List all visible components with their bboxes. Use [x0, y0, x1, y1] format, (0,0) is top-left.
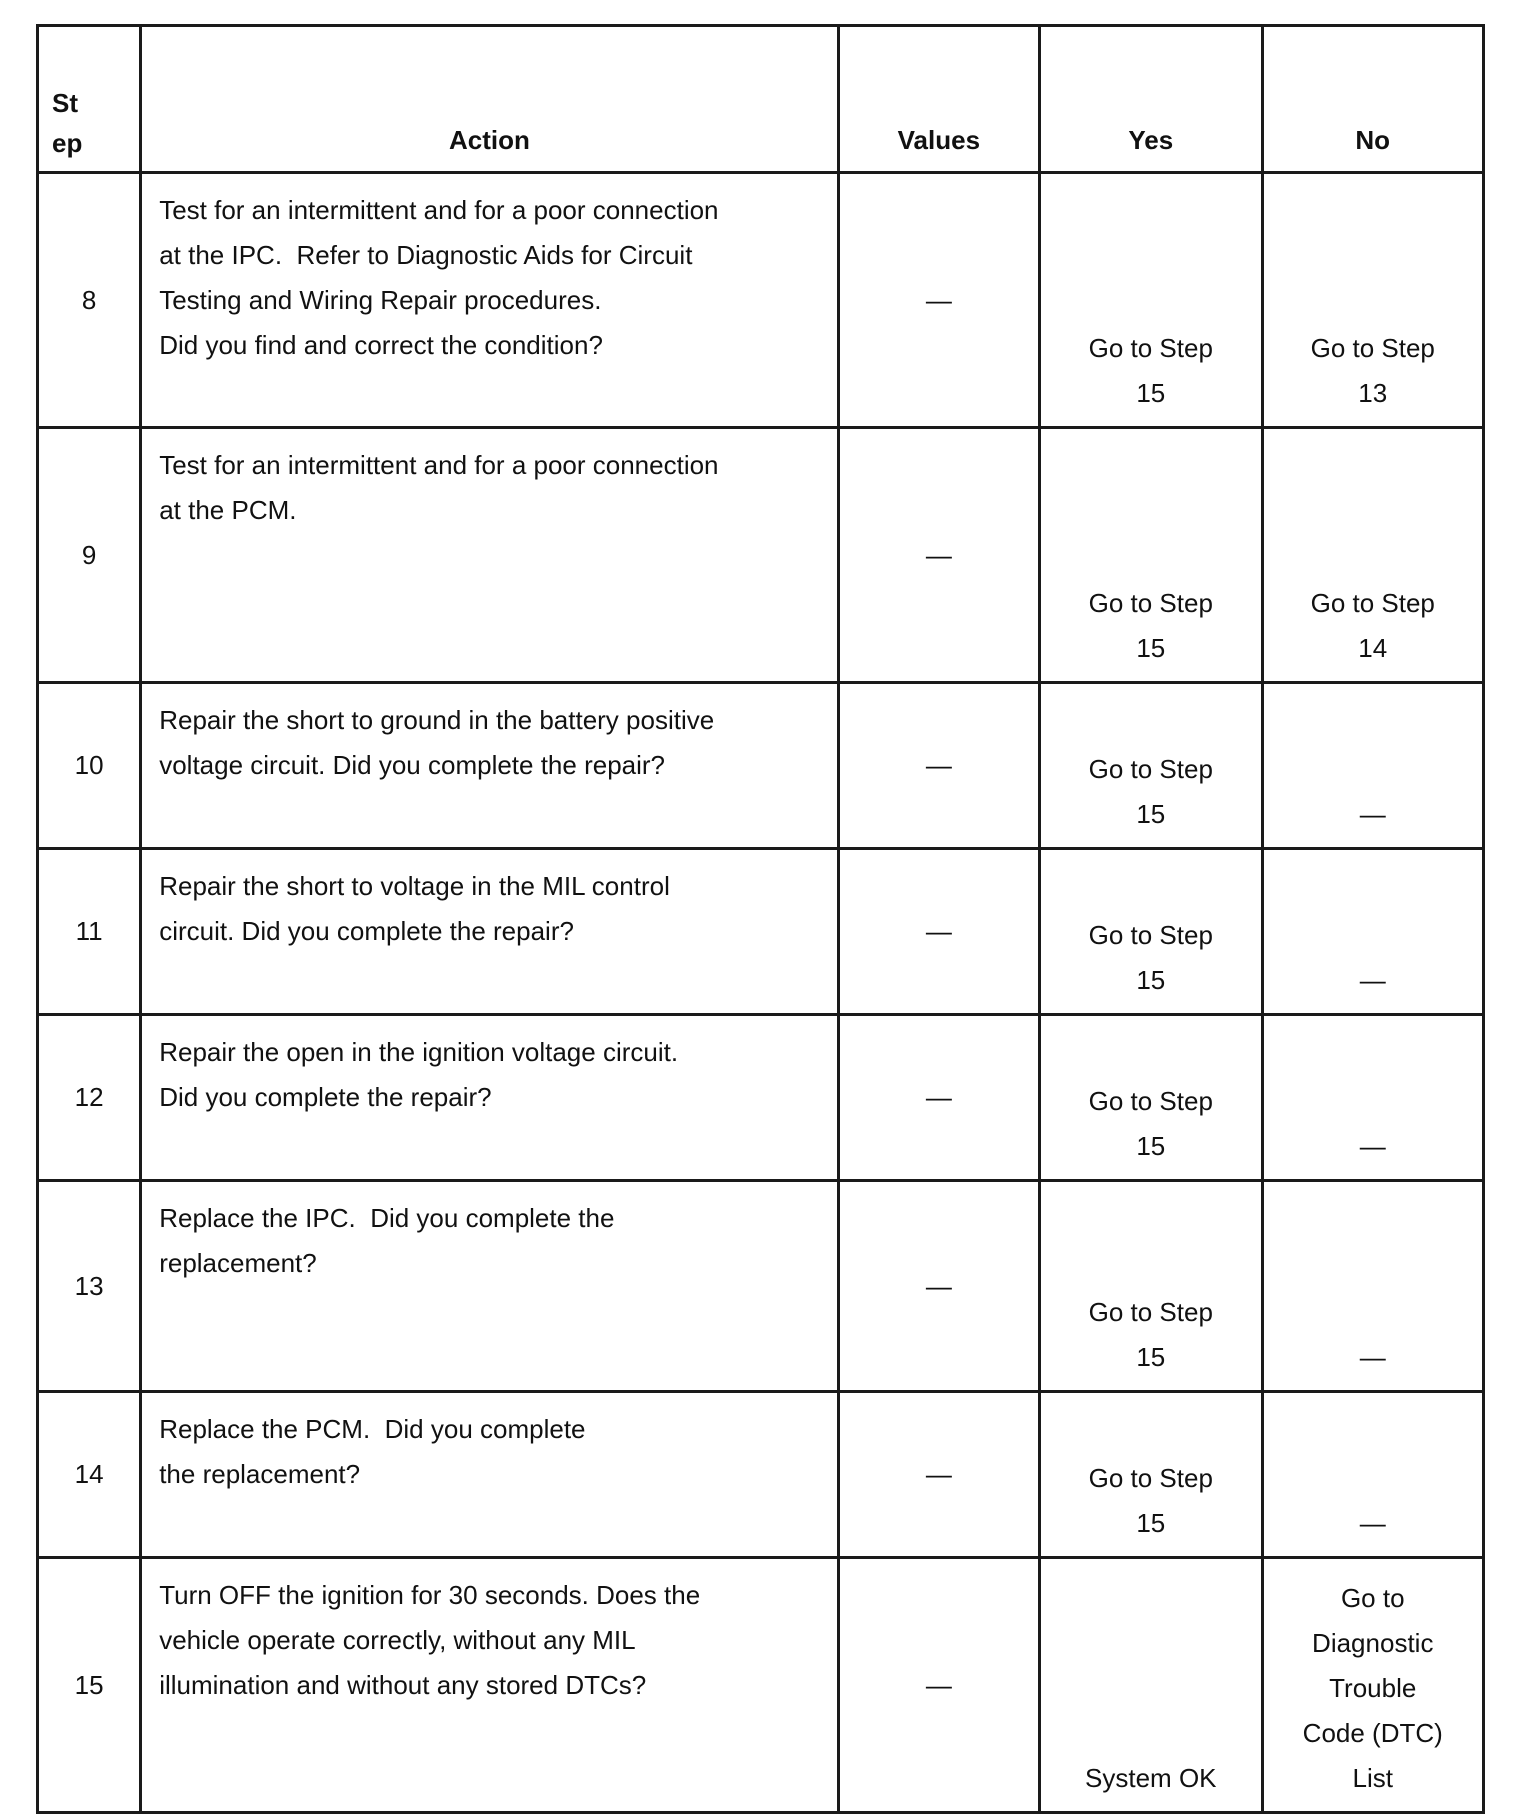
- step-number: 14: [38, 1392, 141, 1558]
- yes-cell: [1040, 1558, 1262, 1813]
- action-text-line: replacement?: [159, 1248, 317, 1278]
- yes-text-line: 15: [1136, 1508, 1166, 1538]
- action-text-line: illumination and without any stored DTCs?: [159, 1670, 647, 1700]
- step-column-header: [38, 26, 141, 173]
- table-row: [38, 1181, 1484, 1392]
- step-number: 13: [38, 1181, 141, 1392]
- action-cell: [141, 1181, 838, 1392]
- no-text-line: —: [1359, 1131, 1386, 1161]
- no-text-line: Go to Step: [1310, 588, 1435, 618]
- action-text-line: Test for an intermittent and for a poor connection: [159, 450, 719, 480]
- values-cell: —: [838, 1392, 1039, 1558]
- no-cell: [1262, 1015, 1484, 1181]
- no-text-line: Diagnostic: [1312, 1628, 1434, 1658]
- table-header-row: [38, 26, 1484, 173]
- table-row: [38, 849, 1484, 1015]
- table-row: [38, 173, 1484, 428]
- no-text-line: —: [1359, 1342, 1386, 1372]
- action-text-line: vehicle operate correctly, without any MIL: [159, 1625, 636, 1655]
- action-text-line: Repair the short to voltage in the MIL control: [159, 871, 670, 901]
- yes-cell: [1040, 173, 1262, 428]
- action-text-line: Turn OFF the ignition for 30 seconds. Does the: [159, 1580, 701, 1610]
- no-column-header: No: [1262, 26, 1484, 173]
- action-text-line: voltage circuit. Did you complete the repair?: [159, 750, 666, 780]
- action-cell: [141, 849, 838, 1015]
- action-text-line: Repair the open in the ignition voltage circuit.: [159, 1037, 679, 1067]
- no-cell: [1262, 1558, 1484, 1813]
- table-row: [38, 683, 1484, 849]
- yes-text-line: 15: [1136, 378, 1166, 408]
- values-cell: —: [838, 849, 1039, 1015]
- values-cell: —: [838, 1181, 1039, 1392]
- action-text-line: Testing and Wiring Repair procedures.: [159, 285, 602, 315]
- yes-text-line: System OK: [1085, 1763, 1217, 1793]
- step-number: 8: [38, 173, 141, 428]
- no-cell: [1262, 849, 1484, 1015]
- yes-text-line: Go to Step: [1088, 1463, 1213, 1493]
- no-text-line: Code (DTC): [1302, 1718, 1443, 1748]
- step-number: 11: [38, 849, 141, 1015]
- action-cell: [141, 1015, 838, 1181]
- action-text-line: Did you find and correct the condition?: [159, 330, 603, 360]
- action-text-line: Replace the PCM. Did you complete: [159, 1414, 586, 1444]
- yes-text-line: Go to Step: [1088, 588, 1213, 618]
- yes-text-line: Go to Step: [1088, 333, 1213, 363]
- action-cell: [141, 683, 838, 849]
- no-text-line: —: [1359, 965, 1386, 995]
- yes-text-line: Go to Step: [1088, 754, 1213, 784]
- no-cell: [1262, 173, 1484, 428]
- step-header-line: St: [52, 88, 78, 118]
- action-text-line: Test for an intermittent and for a poor connection: [159, 195, 719, 225]
- values-cell: —: [838, 1558, 1039, 1813]
- yes-cell: [1040, 1392, 1262, 1558]
- step-number: 9: [38, 428, 141, 683]
- no-text-line: List: [1352, 1763, 1393, 1793]
- yes-text-line: Go to Step: [1088, 1297, 1213, 1327]
- action-text-line: at the PCM.: [159, 495, 297, 525]
- step-header-line: ep: [52, 128, 83, 158]
- table-row: [38, 428, 1484, 683]
- yes-text-line: Go to Step: [1088, 920, 1213, 950]
- table-row: [38, 1558, 1484, 1813]
- no-text-line: 14: [1358, 633, 1388, 663]
- action-cell: [141, 1392, 838, 1558]
- step-number: 10: [38, 683, 141, 849]
- no-text-line: Trouble: [1329, 1673, 1417, 1703]
- no-cell: [1262, 1181, 1484, 1392]
- step-number: 12: [38, 1015, 141, 1181]
- no-text-line: 13: [1358, 378, 1388, 408]
- action-column-header: Action: [141, 26, 838, 173]
- action-text-line: the replacement?: [159, 1459, 361, 1489]
- no-text-line: —: [1359, 1508, 1386, 1538]
- yes-cell: [1040, 428, 1262, 683]
- yes-cell: [1040, 683, 1262, 849]
- yes-cell: [1040, 1015, 1262, 1181]
- action-text-line: Did you complete the repair?: [159, 1082, 492, 1112]
- table-body: [38, 173, 1484, 1813]
- action-text-line: at the IPC. Refer to Diagnostic Aids for Circuit: [159, 240, 693, 270]
- values-cell: —: [838, 428, 1039, 683]
- action-cell: [141, 173, 838, 428]
- values-column-header: Values: [838, 26, 1039, 173]
- yes-text-line: Go to Step: [1088, 1086, 1213, 1116]
- no-cell: [1262, 1392, 1484, 1558]
- step-number: 15: [38, 1558, 141, 1813]
- yes-text-line: 15: [1136, 799, 1166, 829]
- yes-text-line: 15: [1136, 1131, 1166, 1161]
- action-cell: [141, 428, 838, 683]
- yes-column-header: Yes: [1040, 26, 1262, 173]
- values-cell: —: [838, 173, 1039, 428]
- values-cell: —: [838, 1015, 1039, 1181]
- no-cell: [1262, 683, 1484, 849]
- action-text-line: Repair the short to ground in the battery positive: [159, 705, 715, 735]
- no-text-line: —: [1359, 799, 1386, 829]
- yes-text-line: 15: [1136, 1342, 1166, 1372]
- yes-cell: [1040, 849, 1262, 1015]
- yes-text-line: 15: [1136, 633, 1166, 663]
- diagnostic-step-table: [36, 24, 1485, 1814]
- values-cell: —: [838, 683, 1039, 849]
- action-cell: [141, 1558, 838, 1813]
- yes-cell: [1040, 1181, 1262, 1392]
- yes-text-line: 15: [1136, 965, 1166, 995]
- no-text-line: Go to: [1340, 1583, 1405, 1613]
- action-text-line: Replace the IPC. Did you complete the: [159, 1203, 615, 1233]
- no-cell: [1262, 428, 1484, 683]
- no-text-line: Go to Step: [1310, 333, 1435, 363]
- table-row: [38, 1392, 1484, 1558]
- action-text-line: circuit. Did you complete the repair?: [159, 916, 574, 946]
- table-row: [38, 1015, 1484, 1181]
